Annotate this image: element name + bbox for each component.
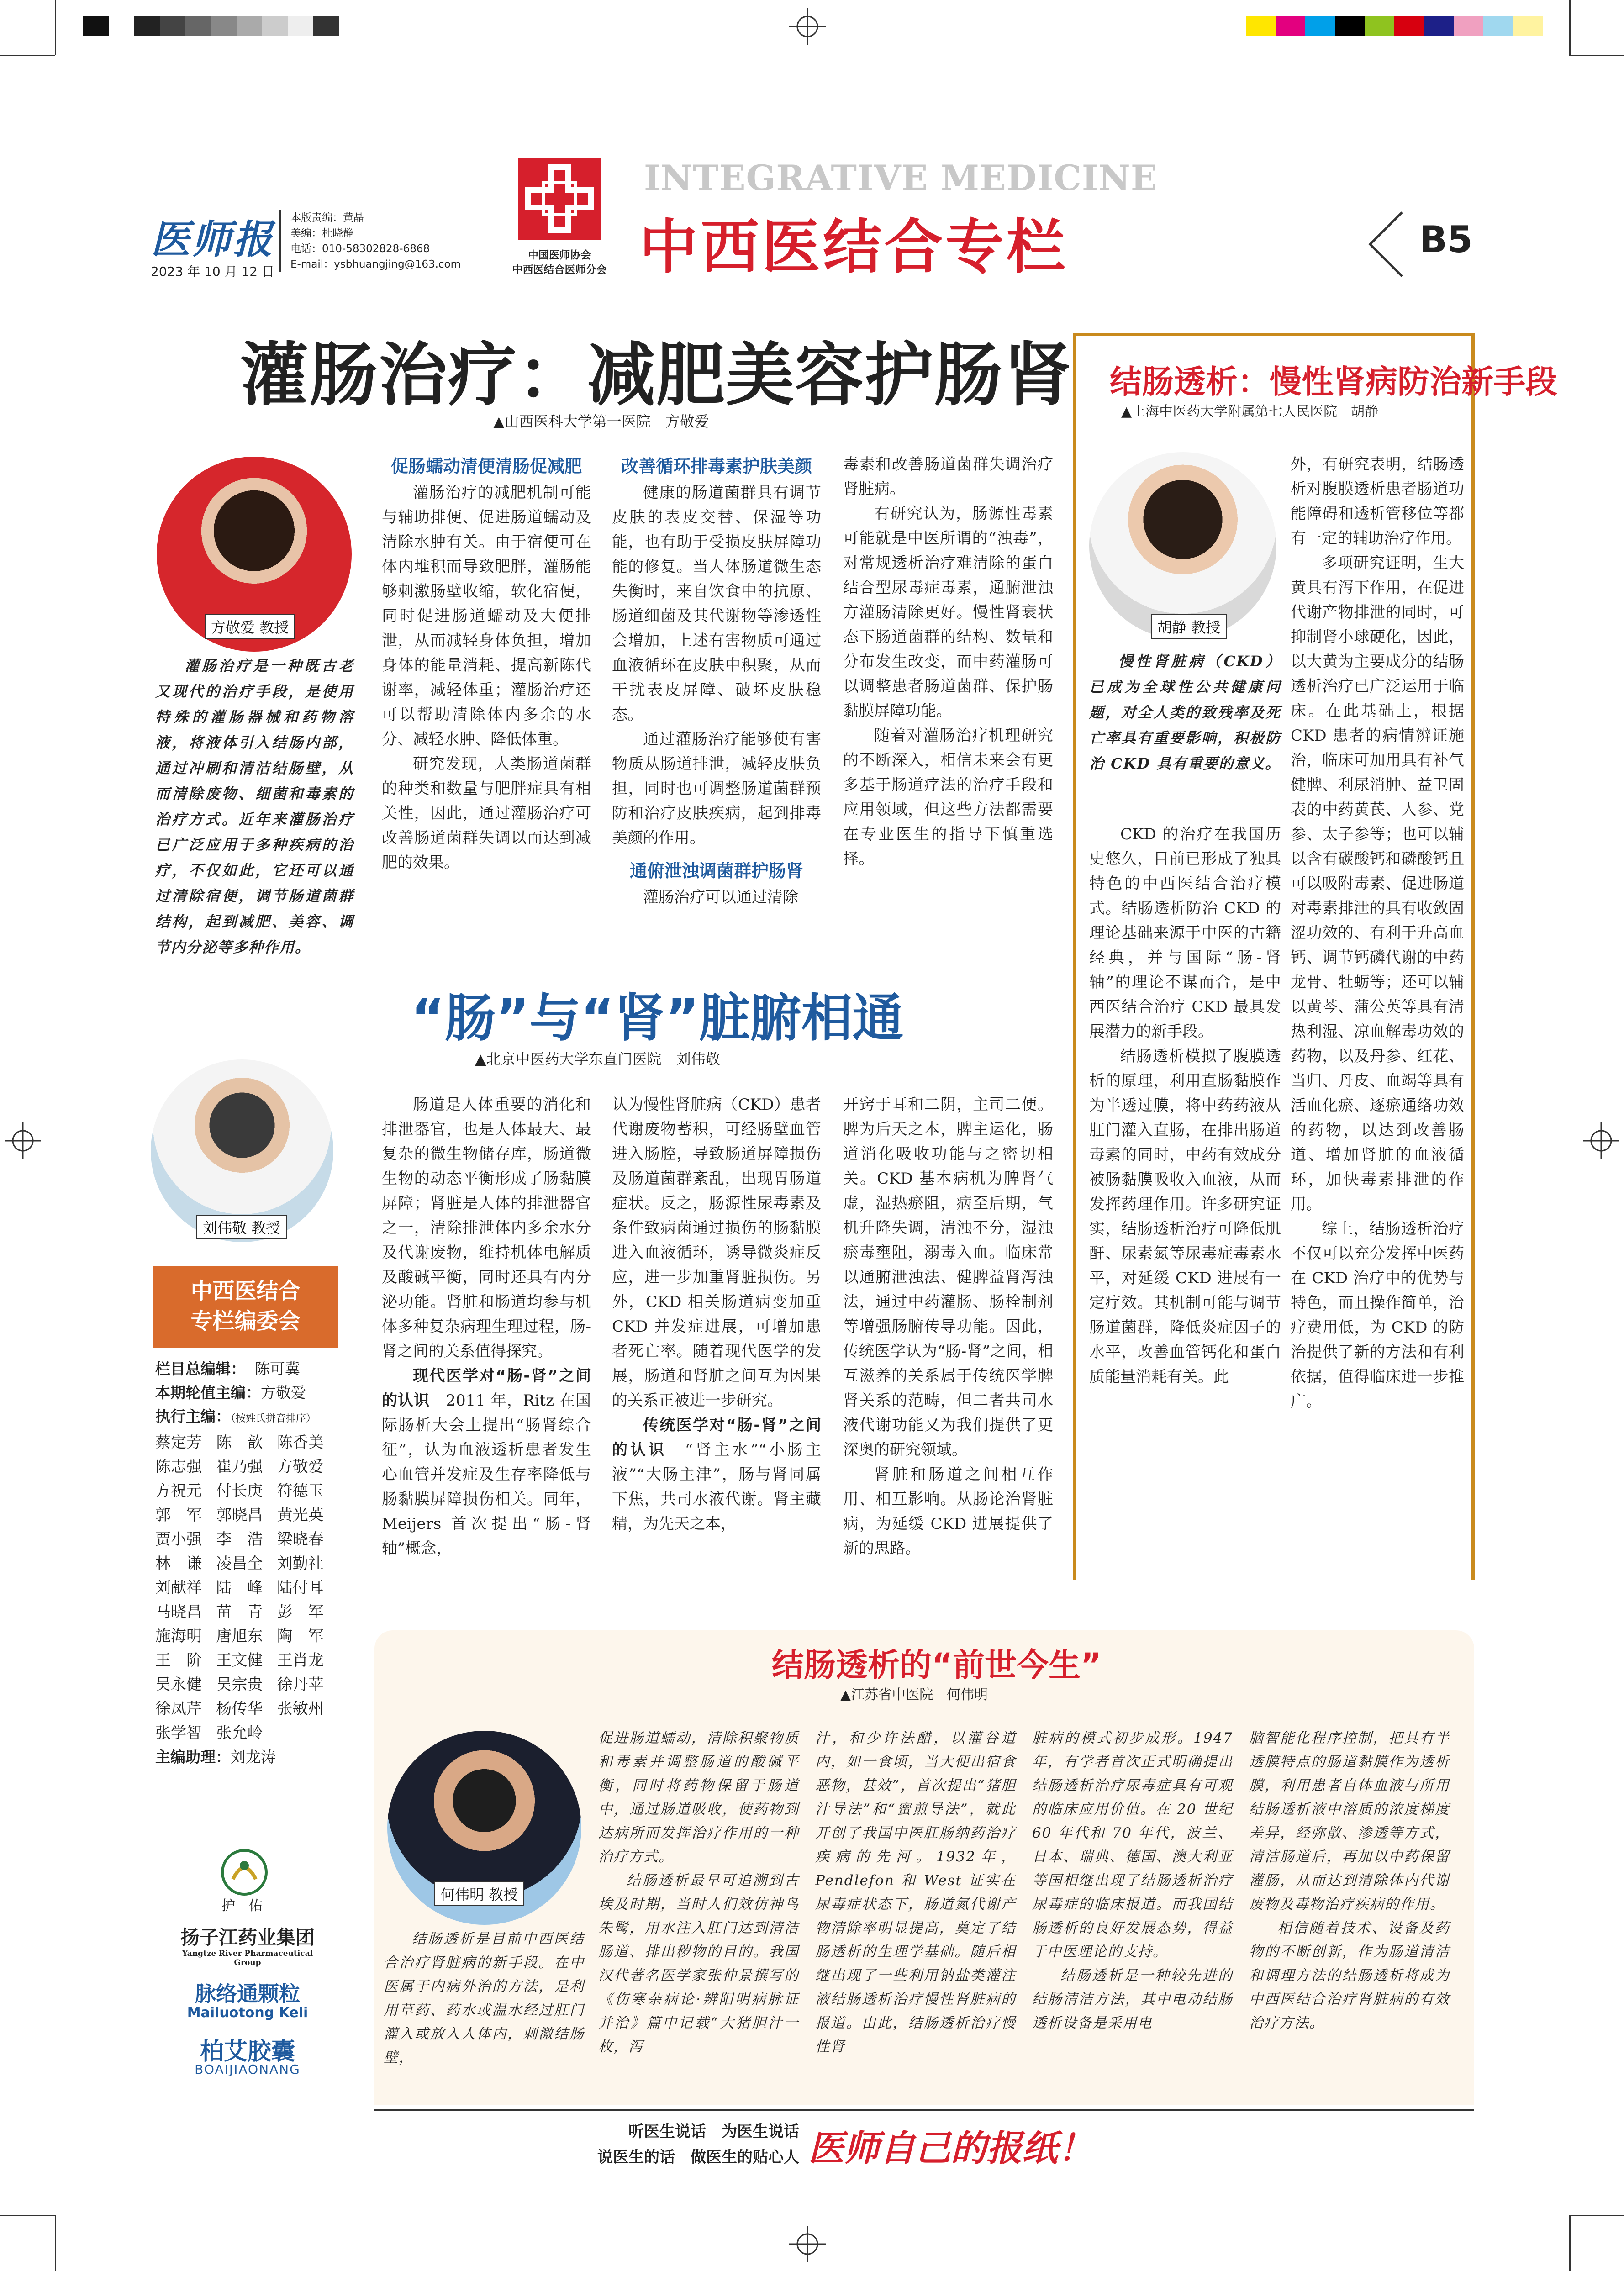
paragraph: 促进肠道蠕动，清除积聚物质和毒素并调整肠道的酸碱平衡，同时将药物保留于肠道中，通过肠道吸收，使药物到达病所而发挥治疗作用的一种治疗方式。 xyxy=(598,1730,799,1865)
article4-column2 xyxy=(598,1726,799,2059)
paragraph: 开窍于耳和二阴，主司二便。脾为后天之本，脾主运化，肠道消化吸收功能与之密切相关。CKD 基本病机为脾肾气虚，湿热瘀阻，病至后期，气机升降失调，清浊不分，湿浊瘀毒壅阻，溺毒入血。临床常以通腑泄浊法、健脾益肾泻浊法，通过中药灌肠、肠栓制剂等增强肠腑传导功能。因此，传统医学认为“肠-肾”之间，相互滋养的关系属于传统医学脾肾关系的范畴，但二者共司水液代谢功能又为我们提供了更深奥的研究领域。 xyxy=(843,1096,1053,1459)
committee-member: 陆 峰 xyxy=(216,1579,263,1597)
paragraph: 毒素和改善肠道菌群失调治疗肾脏病。 xyxy=(843,455,1053,498)
article4-byline: ▲江苏省中医院 何伟明 xyxy=(840,1687,988,1703)
header-divider xyxy=(279,210,281,272)
committee-body xyxy=(155,1357,338,1769)
article1-subhead1: 促肠蠕动清便清肠促减肥 xyxy=(390,456,582,476)
committee-member: 苗 青 xyxy=(216,1603,263,1621)
registration-mark-top xyxy=(789,8,826,45)
committee-member: 凌昌全 xyxy=(216,1554,263,1573)
article1-column2 xyxy=(612,452,821,910)
committee-member: 王 阶 xyxy=(155,1651,202,1670)
paragraph: 综上，结肠透析治疗不仅可以充分发挥中医药在 CKD 治疗中的优势与特色，而且操作简单，治疗费用低，为 CKD 的防治提供了新的方法和有利依据，值得临床进一步推广。 xyxy=(1291,1220,1464,1411)
committee-member: 贾小强 xyxy=(155,1530,202,1549)
article3-title: 结肠透析：慢性肾病防治新手段 xyxy=(1110,363,1557,400)
committee-member: 王文健 xyxy=(216,1651,263,1670)
article2-column1 xyxy=(382,1092,591,1561)
committee-member: 徐凤芹 xyxy=(155,1700,202,1718)
masthead-logo: 医师报 xyxy=(151,217,274,263)
ad-product1-en: Mailuotong Keli xyxy=(187,2005,308,2021)
committee-member: 陆付耳 xyxy=(277,1579,324,1597)
page-number: B5 xyxy=(1419,218,1473,261)
editor-line: 本版责编：黄晶 xyxy=(290,212,364,224)
paragraph: 结肠透析是目前中西医结合治疗肾脏病的新手段。在中医属于内病外治的方法，是利用草药、药水或温水经过肛门灌入或放入人体内，刺激结肠壁， xyxy=(384,1931,585,2066)
paragraph: 健康的肠道菌群具有调节皮肤的表皮交替、保湿等功能，也有助于受损皮肤屏障功能的修复。当人体肠道微生态失衡时，来自饮食中的抗原、肠道细菌及其代谢物等渗透性会增加，上述有害物质可通过血液循环在皮肤中积聚，从而干扰表皮屏障、破坏皮肤稳态。 xyxy=(612,484,821,724)
committee-member: 陈 歆 xyxy=(216,1433,263,1452)
paragraph: 外，有研究表明，结肠透析对腹膜透析患者肠道功能障碍和透析管移位等都有一定的辅助治疗作用。 xyxy=(1291,455,1464,548)
crop-mark xyxy=(55,0,56,55)
committee-member: 吴永健 xyxy=(155,1676,202,1694)
crop-mark xyxy=(1569,0,1571,55)
committee-member: 崔乃强 xyxy=(216,1458,263,1476)
art-editor-line: 美编：杜晓静 xyxy=(290,227,353,239)
company-logo-icon xyxy=(215,1847,274,1897)
article4-column5 xyxy=(1249,1726,1450,2035)
paragraph: 通过灌肠治疗能够使有害物质从肠道排泄，减轻皮肤负担，同时也可调整肠道菌群预防和治疗皮肤疾病，起到排毒美颜的作用。 xyxy=(612,730,821,847)
paragraph: 灌肠治疗的减肥机制可能与辅助排便、促进肠道蠕动及清除水肿有关。由于宿便可在体内堆积而导致肥胖，灌肠能够刺激肠壁收缩，软化宿便，同时促进肠道蠕动及大便排泄，从而减轻身体负担，增加身体的能量消耗、提高新陈代谢率，减轻体重；灌肠治疗还可以帮助清除体内多余的水分、减轻水肿、降低体重。 xyxy=(382,484,591,748)
paragraph: 结肠透析最早可追溯到古埃及时期，当时人们效仿神鸟朱鹭，用水注入肛门达到清洁肠道、排出秽物的目的。我国汉代著名医学家张仲景撰写的《伤寒杂病论·辨阳明病脉证并治》篇中记载“大猪胆汁一枚，泻 xyxy=(598,1872,799,2055)
paragraph: 汁，和少许法醋，以灌谷道内，如一食顷，当大便出宿食恶物，甚效”，首次提出“猪胆汁导法”和“蜜煎导法”，就此开创了我国中医肛肠纳药治疗疾病的先河。1932年，Pendlefon 和 West 证实在尿毒症状态下，肠道氮代谢产物清除率明显提高，奠定了结肠透析的生理学基础。随后相继出现了一些利用钠盐类灌注液结肠透析治疗慢性肾脏病的报道。由此，结肠透析治疗慢性肾 xyxy=(815,1730,1016,2055)
committee-member: 林 谦 xyxy=(155,1554,202,1573)
article3-author-photo xyxy=(1089,452,1276,639)
committee-member: 黄光英 xyxy=(277,1506,324,1524)
crop-mark xyxy=(0,55,55,56)
committee-member: 李 浩 xyxy=(216,1530,263,1549)
footer-slogan: 医师自己的报纸！ xyxy=(808,2128,1094,2169)
article1-lead xyxy=(155,653,354,960)
article4-title: 结肠透析的“前世今生” xyxy=(772,1646,1102,1684)
committee-chief xyxy=(155,1357,338,1381)
footer-rule xyxy=(374,2109,1474,2111)
committee-member: 徐丹苹 xyxy=(277,1676,324,1694)
article1-column1 xyxy=(382,452,591,875)
grayscale-bar xyxy=(83,16,339,36)
label: 本期轮值主编： xyxy=(155,1384,261,1402)
ad-company-en: Yangtze River Pharmaceutical Group xyxy=(182,1949,313,1967)
paragraph: 研究发现，人类肠道菌群的种类和数量与肥胖症具有相关性，因此，通过灌肠治疗可改善肠道菌群失调以而达到减肥的效果。 xyxy=(382,755,591,872)
committee-member: 张敏州 xyxy=(277,1700,324,1718)
association-name: 中国医师协会 xyxy=(528,249,591,261)
paragraph: 多项研究证明，生大黄具有泻下作用，在促进代谢产物排泄的同时，可抑制肾小球硬化，因此，以大黄为主要成分的结肠透析治疗已广泛运用于临床。在此基础上，根据 CKD 患者的病情辨证施治，临床可加用具有补气健脾、利尿消肿、益卫固表的中药黄芪、人参、党参、太子参等；也可以辅以含有碳酸钙和磷酸钙且可以吸附毒素、促进肠道对毒素排泄的具有收敛固涩功效的、有利于升高血钙、调节钙磷代谢的中药龙骨、牡蛎等；还可以辅以黄芩、蒲公英等具有清热利湿、凉血解毒功效的药物，以及丹参、红花、当归、丹皮、血竭等具有活血化瘀、逐瘀通络功效的药物，以达到改善肠道、增加肾脏的血液循环，加快毒素排泄的作用。 xyxy=(1291,554,1464,1213)
paragraph-text: “肾主水”“小肠主液”“大肠主津”，肠与肾同属下焦，共司水液代谢。肾主藏精，为先天之本， xyxy=(612,1441,822,1533)
ad-product1: 脉络通颗粒 xyxy=(195,1981,300,2006)
value: 刘龙涛 xyxy=(231,1748,276,1766)
committee-assistant xyxy=(155,1745,338,1769)
article1-author-tag: 方敬爱 教授 xyxy=(205,614,295,639)
ad-protect: 护 佑 xyxy=(221,1898,263,1914)
committee-member: 方祝元 xyxy=(155,1482,202,1500)
paragraph: 随着对灌肠治疗机理研究的不断深入，相信未来会有更多基于肠道疗法的治疗手段和应用领域，但这些方法都需要在专业医生的指导下慎重选择。 xyxy=(843,727,1053,868)
email-line: E-mail：ysbhuangjing@163.com xyxy=(290,258,461,270)
committee-member: 郭晓昌 xyxy=(216,1506,263,1524)
committee-member: 刘勤社 xyxy=(277,1554,324,1573)
crop-mark xyxy=(1569,2215,1624,2216)
value: 方敬爱 xyxy=(261,1384,306,1402)
paragraph: 结肠透析模拟了腹膜透析的原理，利用直肠黏膜作为半透过膜，将中药药液从肛门灌入直肠，在排出肠道毒素的同时，中药有效成分被肠黏膜吸收入血液，从而发挥药理作用。许多研究证实，结肠透析治疗可降低肌酐、尿素氮等尿毒症毒素水平，对延缓 CKD 进展有一定疗效。其机制可能与调节肠道菌群，降低炎症因子的水平，改善血管钙化和蛋白质能量消耗有关。此 xyxy=(1089,1047,1281,1386)
committee-member: 吴宗贵 xyxy=(216,1676,263,1694)
article1-lead-text: 灌肠治疗是一种既古老又现代的治疗手段，是使用特殊的灌肠器械和药物溶液，将液体引入结肠内部，通过冲刷和清洁结肠壁，从而清除废物、细菌和毒素的治疗方式。近年来灌肠治疗已广泛应用于多种疾病的治疗，不仅如此，它还可以通过清除宿便，调节肠道菌群结构，起到减肥、美容、调节内分泌等多种作用。 xyxy=(155,657,354,956)
crop-mark xyxy=(1569,2215,1571,2271)
association-branch: 中西医结合医师分会 xyxy=(512,264,607,276)
committee-member: 杨传华 xyxy=(216,1700,263,1718)
ad-company: 扬子江药业集团 xyxy=(180,1926,315,1949)
paragraph: 肠道是人体重要的消化和排泄器官，也是人体最大、最复杂的微生物储存库，肠道微生物的动态平衡形成了肠黏膜屏障；肾脏是人体的排泄器官之一，清除排泄体内多余水分及代谢废物，维持机体电解质及酸碱平衡，同时还具有内分泌功能。肾脏和肠道均参与机体多种复杂病理生理过程，肠-肾之间的关系值得探究。 xyxy=(382,1096,591,1360)
article2-subhead1: 现代医学对“肠-肾”之间的认识 xyxy=(382,1367,591,1410)
paragraph: 认为慢性肾脏病（CKD）患者代谢废物蓄积，可经肠壁血管进入肠腔，导致肠道屏障损伤及肠道菌群紊乱，出现胃肠道症状。反之，肠源性尿毒素及条件致病菌通过损伤的肠黏膜进入血液循环，诱导微炎症反应，进一步加重肾脏损伤。另外，CKD 相关肠道病变加重 CKD 并发症进展，可增加患者死亡率。随着现代医学的发展，肠道和肾脏之间互为因果的关系正被进一步研究。 xyxy=(612,1096,821,1410)
paragraph: 肾脏和肠道之间相互作用、相互影响。从肠论治肾脏病，为延缓 CKD 进展提供了新的思路。 xyxy=(843,1465,1053,1558)
committee-member: 梁晓春 xyxy=(277,1530,324,1549)
article1-subhead3: 通俯泄浊调菌群护肠肾 xyxy=(629,861,803,881)
committee-member: 付长庚 xyxy=(216,1482,263,1500)
committee-member: 符德玉 xyxy=(277,1482,324,1500)
article2-column3 xyxy=(843,1092,1053,1561)
committee-rotating xyxy=(155,1381,338,1405)
paragraph: 相信随着技术、设备及药物的不断创新，作为肠道清洁和调理方法的结肠透析将成为中西医结合治疗肾脏病的有效治疗方法。 xyxy=(1249,1920,1450,2031)
value: 陈可冀 xyxy=(255,1360,300,1378)
label: 栏目总编辑： xyxy=(155,1360,246,1378)
footer-line2: 说医生的话 做医生的贴心人 xyxy=(597,2148,799,2166)
committee-title-line1: 中西医结合 xyxy=(190,1278,301,1304)
committee-member: 刘献祥 xyxy=(155,1579,202,1597)
committee-member: 陈志强 xyxy=(155,1458,202,1476)
article1-subhead2: 改善循环排毒素护肤美颜 xyxy=(621,456,812,476)
committee-member: 陈香美 xyxy=(277,1433,324,1452)
note: （按姓氏拼音排序） xyxy=(231,1413,316,1424)
article3-lead-text: 慢性肾脏病（CKD）已成为全球性公共健康问题，对全人类的致残率及死亡率具有重要影响，积极防治 CKD 具有重要的意义。 xyxy=(1089,653,1281,772)
english-title: INTEGRATIVE MEDICINE xyxy=(644,158,1158,198)
article2-byline: ▲北京中医药大学东直门医院 刘伟敬 xyxy=(475,1050,720,1068)
column-title: 中西医结合专栏 xyxy=(639,213,1068,281)
article2-column2 xyxy=(612,1092,821,1536)
registration-mark-left xyxy=(5,1122,41,1159)
registration-mark-bottom xyxy=(789,2226,826,2262)
article2-title: “肠”与“肾”脏腑相通 xyxy=(411,989,904,1048)
paragraph: 灌肠治疗可以通过清除 xyxy=(643,888,798,906)
registration-mark-right xyxy=(1583,1122,1619,1159)
article4-author-tag: 何伟明 教授 xyxy=(434,1881,524,1906)
article3-author-tag: 胡静 教授 xyxy=(1151,614,1227,639)
article1-column3 xyxy=(843,452,1053,871)
article2-author-tag: 刘伟敬 教授 xyxy=(196,1215,287,1239)
committee-member: 彭 军 xyxy=(277,1603,324,1621)
committee-member: 张学智 xyxy=(155,1724,202,1742)
article1-title: 灌肠治疗：减肥美容护肠肾 xyxy=(240,336,1073,415)
paragraph: 有研究认为，肠源性毒素可能就是中医所谓的“浊毒”，对常规透析治疗难清除的蛋白结合型尿毒症毒素，通腑泄浊方灌肠清除更好。慢性肾衰状态下肠道菌群的结构、数量和分布发生改变，而中药灌肠可以调整患者肠道菌群、保护肠黏膜屏障功能。 xyxy=(843,505,1053,720)
crop-mark xyxy=(0,2215,55,2216)
article3-box-right xyxy=(1471,333,1474,1580)
article3-column1 xyxy=(1089,822,1281,1389)
committee-member: 陶 军 xyxy=(277,1627,324,1645)
editor-info xyxy=(290,210,461,272)
paragraph: 脏病的模式初步成形。1947年，有学者首次正式明确提出结肠透析治疗尿毒症具有可观的临床应用价值。在 20 世纪 60 年代和 70 年代，波兰、日本、瑞典、德国、澳大利亚等国相继出现了结肠透析治疗尿毒症的临床报道。而我国结肠透析的良好发展态势，得益于中医理论的支持。 xyxy=(1032,1730,1233,1960)
article3-lead xyxy=(1089,648,1281,776)
article3-byline: ▲上海中医药大学附属第七人民医院 胡静 xyxy=(1121,404,1379,420)
committee-member: 王肖龙 xyxy=(277,1651,324,1670)
committee-exec xyxy=(155,1405,338,1431)
committee-member: 方敬爱 xyxy=(277,1458,324,1476)
paragraph: 脑智能化程序控制，把具有半透膜特点的肠道黏膜作为透析膜，利用患者自体血液与所用结肠透析液中溶质的浓度梯度差异，经弥散、渗透等方式，清洁肠道后，再加以中药保留灌肠，从而达到清除体内代谢废物及毒物治疗疾病的作用。 xyxy=(1249,1730,1450,1913)
issue-date: 2023 年 10 月 12 日 xyxy=(151,264,275,279)
committee-member: 郭 军 xyxy=(155,1506,202,1524)
color-bar xyxy=(1246,16,1543,36)
committee-member: 唐旭东 xyxy=(216,1627,263,1645)
footer-motto xyxy=(571,2119,799,2170)
paragraph: CKD 的治疗在我国历史悠久，目前已形成了独具特色的中西医结合治疗模式。结肠透析防治 CKD 的理论基础来源于中医的古籍经典，并与国际“肠-肾轴”的理论不谋而合，是中西医结合治疗 CKD 最具发展潜力的新手段。 xyxy=(1089,825,1281,1041)
committee-header xyxy=(153,1266,338,1348)
committee-member-grid xyxy=(155,1431,338,1745)
paragraph-text: 2011 年，Ritz 在国际肠析大会上提出“肠肾综合征”，认为血液透析患者发生心血管并发症及生存率降低与肠黏膜屏障损伤相关。同年，Meijers 首次提出“肠-肾轴”概念， xyxy=(382,1391,591,1558)
committee-member: 马晓昌 xyxy=(155,1603,202,1621)
chevron-left-icon xyxy=(1366,208,1407,281)
article1-byline: ▲山西医科大学第一医院 方敬爱 xyxy=(493,413,709,430)
ad-product2: 柏艾胶囊 xyxy=(200,2038,295,2066)
committee-member: 施海明 xyxy=(155,1627,202,1645)
ad-product2-en: BOAIJIAONANG xyxy=(195,2062,301,2077)
committee-member: 蔡定芳 xyxy=(155,1433,202,1452)
crop-mark xyxy=(1569,55,1624,56)
association-logo xyxy=(516,155,603,242)
committee-title-line2: 专栏编委会 xyxy=(190,1308,301,1334)
paragraph: 结肠透析是一种较先进的结肠清洁方法，其中电动结肠透析设备是采用电 xyxy=(1032,1967,1233,2031)
article4-column4 xyxy=(1032,1726,1233,2035)
article4-column3 xyxy=(815,1726,1016,2059)
article4-column1 xyxy=(384,1927,585,2070)
footer-line1: 听医生说话 为医生说话 xyxy=(628,2123,799,2141)
label: 主编助理： xyxy=(155,1748,231,1766)
label: 执行主编： xyxy=(155,1407,231,1425)
crop-mark xyxy=(55,2215,56,2271)
phone-line: 电话：010-58302828-6868 xyxy=(290,243,430,255)
article3-column2 xyxy=(1291,452,1464,1414)
committee-member: 张允岭 xyxy=(216,1724,263,1742)
article2-subhead2: 传统医学对“肠-肾”之间的认识 xyxy=(612,1416,821,1459)
